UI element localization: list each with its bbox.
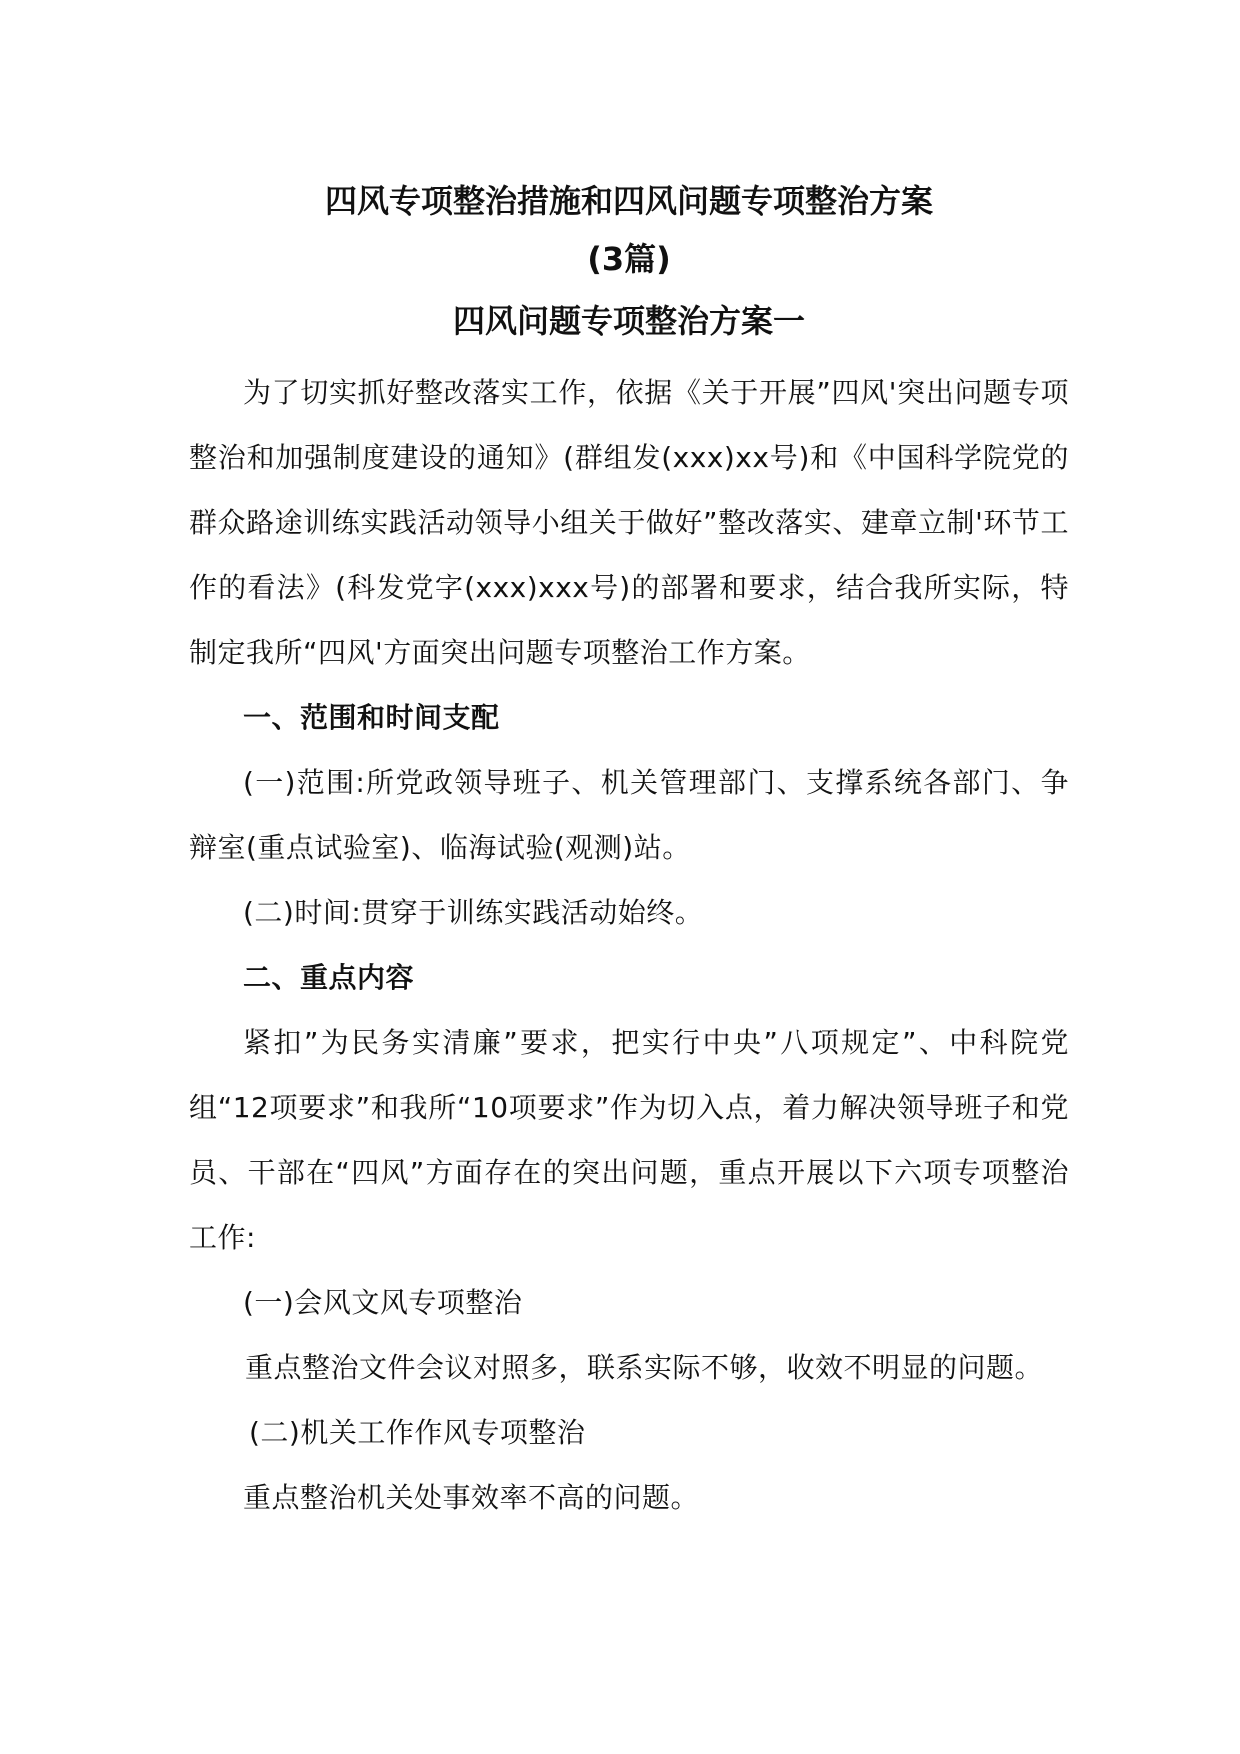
key-content-paragraph: 紧扣”为民务实清廉”要求，把实行中央”八项规定”、中科院党组“12项要求”和我所“10项要求”作为切入点，着力解决领导班子和党员、干部在“四风”方面存在的突出问题，重点开展以下六项专项整治工作: (189, 1026, 1069, 1254)
section-heading-scope-time: 一、范围和时间支配 (243, 701, 500, 734)
section-title-plan-one: 四风问题专项整治方案一 (452, 302, 805, 340)
document-subtitle-count: (3篇) (587, 240, 671, 278)
subsection-meeting-style: (一)会风文风专项整治 (243, 1286, 523, 1319)
document-body (189, 170, 1069, 1530)
section-heading-key-content: 二、重点内容 (243, 961, 415, 994)
intro-paragraph: 为了切实抓好整改落实工作，依据《关于开展”四风'突出问题专项整治和加强制度建设的通知》(群组发(xxx)xx号)和《中国科学院党的群众路途训练实践活动领导小组关于做好”整改落实、建章立制'环节工作的看法》(科发党字(xxx)xxx号)的部署和要求，结合我所实际，特制定我所“四风'方面突出问题专项整治工作方案。 (189, 376, 1069, 669)
meeting-style-text: 重点整治文件会议对照多，联系实际不够，收效不明显的问题。 (245, 1351, 1044, 1384)
office-style-text: 重点整治机关处事效率不高的问题。 (243, 1481, 700, 1514)
time-paragraph: (二)时间:贯穿于训练实践活动始终。 (243, 896, 704, 929)
subsection-office-style: (二)机关工作作风专项整治 (249, 1416, 586, 1449)
document-title: 四风专项整治措施和四风问题专项整治方案 (324, 182, 933, 220)
scope-paragraph: (一)范围:所党政领导班子、机关管理部门、支撑系统各部门、争辩室(重点试验室)、临海试验(观测)站。 (189, 766, 1069, 864)
